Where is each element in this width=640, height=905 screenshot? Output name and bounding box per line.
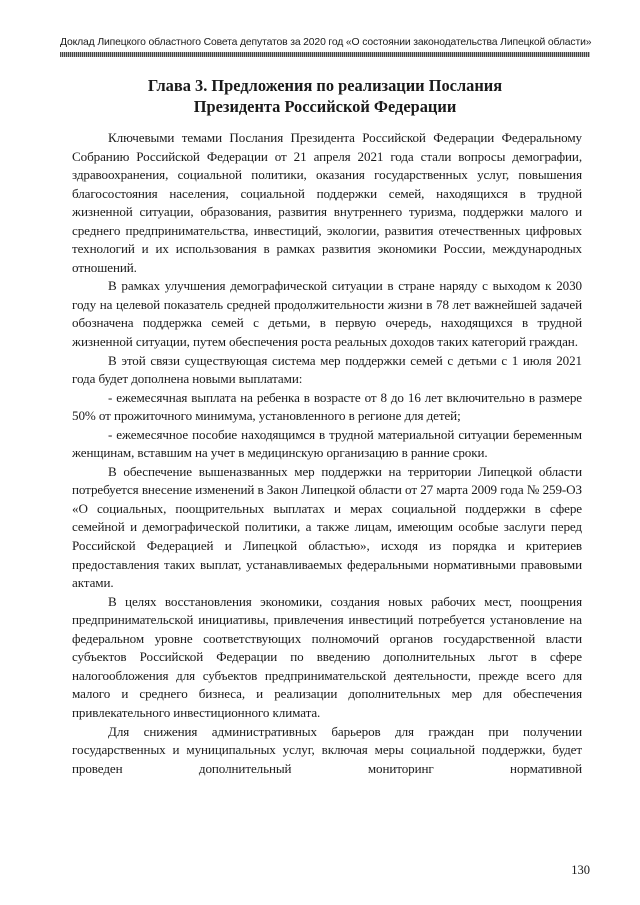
list-item-child-payment: - ежемесячная выплата на ребенка в возрасте от 8 до 16 лет включительно в размере 50% от прожиточного минимума, установленного в регионе для детей; — [72, 389, 582, 424]
paragraph-regional-law: В обеспечение вышеназванных мер поддержки на территории Липецкой области потребуется внесение изменений в Закон Липецкой области от 27 марта 2009 года № 259-ОЗ «О социальных, поощрительных выплатах и мерах социальной поддержки в сфере семейной и демографической политики, а также лицам, имеющим особые заслуги перед Российской Федерацией и Липецкой областью», исходя из порядка и критериев предоставления таких выплат, устанавливаемых федеральными нормативными правовыми актами. — [72, 463, 582, 591]
paragraph-demography: В рамках улучшения демографической ситуации в стране наряду с выходом к 2030 году на целевой показатель средней продолжительности жизни в 78 лет важнейшей задачей обозначена поддержка семей с детьми, в первую очередь, находящихся в трудной жизненной ситуации, путем обеспечения роста реальных доходов таких категорий граждан. — [72, 278, 582, 350]
chapter-title — [60, 75, 590, 117]
paragraph-key-topics: Ключевыми темами Послания Президента Российской Федерации Федеральному Собранию Российской Федерации от 21 апреля 2021 года стали вопросы демографии, здравоохранения, социальной политики, оказания государственных услуг, повышения благосостояния населения, социальной поддержки семей, находящихся в трудной жизненной ситуации, образования, развития внутреннего туризма, поддержки малого и среднего предпринимательства, инвестиций, экологии, развития отечественных цифровых технологий и их использования в рамках развития экономики России, международных отношений. — [72, 130, 582, 275]
running-header: Доклад Липецкого областного Совета депутатов за 2020 год «О состоянии законодательства Липецкой области» — [60, 37, 592, 48]
header-rule — [60, 52, 590, 57]
paragraph-new-payments: В этой связи существующая система мер поддержки семей с детьми с 1 июля 2021 года будет дополнена новыми выплатами: — [72, 352, 582, 387]
paragraph-administrative-barriers: Для снижения административных барьеров для граждан при получении государственных и муниципальных услуг, включая меры социальной поддержки, будет проведен дополнительный мониторинг нормативной — [72, 723, 582, 776]
page-number: 130 — [571, 863, 590, 877]
list-item-pregnancy-allowance: - ежемесячное пособие находящимся в трудной материальной ситуации беременным женщинам, вставшим на учет в медицинскую организацию в ранние сроки. — [72, 426, 582, 461]
paragraph-economy: В целях восстановления экономики, создания новых рабочих мест, поощрения предпринимательской инициативы, привлечения инвестиций потребуется установление на федеральном уровне соответствующих полномочий органов государственной власти субъектов Российской Федерации по введению дополнительных льгот в сфере налогообложения для субъектов предпринимательской деятельности, прежде всего для малого и среднего бизнеса, и реализации дополнительных мер для обеспечения привлекательного инвестиционного климата. — [72, 593, 582, 720]
body-text — [72, 129, 582, 778]
chapter-title-line-2: Президента Российской Федерации — [193, 97, 457, 116]
chapter-title-line-1: Глава 3. Предложения по реализации Послания — [147, 76, 503, 95]
